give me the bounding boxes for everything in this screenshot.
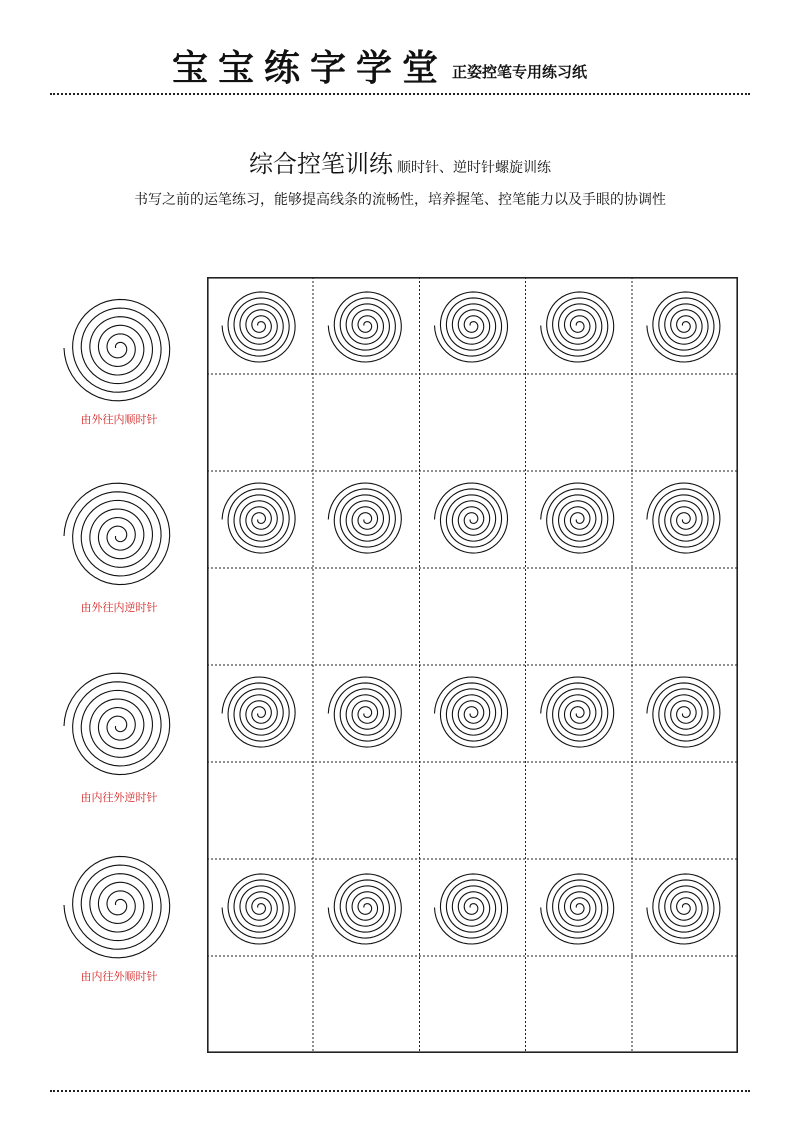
intro-text: 书写之前的运笔练习，能够提高线条的流畅性，培养握笔、控笔能力以及手眼的协调性 [134,192,666,208]
example-spiral-3 [62,669,176,805]
title-main: 综合控笔训练 [249,150,393,178]
trace-spiral-icon [222,677,295,747]
header-divider [50,93,750,95]
practice-grid [207,277,738,1053]
example-label: 由外往内顺时针 [80,413,158,426]
trace-spiral-icon [647,874,720,944]
trace-spiral-icon [435,874,508,944]
spiral-example-path [64,856,170,957]
footer-divider [50,1090,750,1092]
trace-spiral-icon [541,677,614,747]
trace-spiral-icon [435,292,508,362]
spiral-example-icon [62,669,176,783]
trace-spiral-icon [222,874,295,944]
example-label: 由内往外顺时针 [80,970,158,983]
brand-title: 宝宝练字学堂 [172,47,449,89]
spiral-example-icon [62,848,176,962]
spiral-example-path [64,673,170,774]
title-sub: 顺时针、逆时针螺旋训练 [397,160,551,176]
brand-subtitle: 正姿控笔专用练习纸 [452,63,588,81]
trace-spiral-icon [647,677,720,747]
trace-spiral-icon [541,874,614,944]
worksheet-title [0,144,800,179]
trace-spiral-icon [647,292,720,362]
spiral-example-path [64,483,170,584]
trace-spiral-icon [222,292,295,362]
trace-spiral-icon [541,483,614,553]
example-label: 由内往外逆时针 [80,791,158,804]
spiral-example-path [64,299,170,400]
trace-spiral-icon [328,483,401,553]
spiral-example-icon [62,479,176,593]
trace-spiral-icon [328,874,401,944]
trace-spiral-icon [435,483,508,553]
trace-spiral-icon [328,677,401,747]
trace-spiral-icon [541,292,614,362]
example-spiral-1 [62,291,176,427]
example-spiral-4 [62,848,176,984]
example-label: 由外往内逆时针 [80,601,158,614]
spiral-example-icon [62,291,176,405]
trace-spiral-icon [435,677,508,747]
trace-spiral-icon [328,292,401,362]
example-spiral-2 [62,479,176,615]
trace-spiral-icon [647,483,720,553]
trace-spiral-icon [222,483,295,553]
